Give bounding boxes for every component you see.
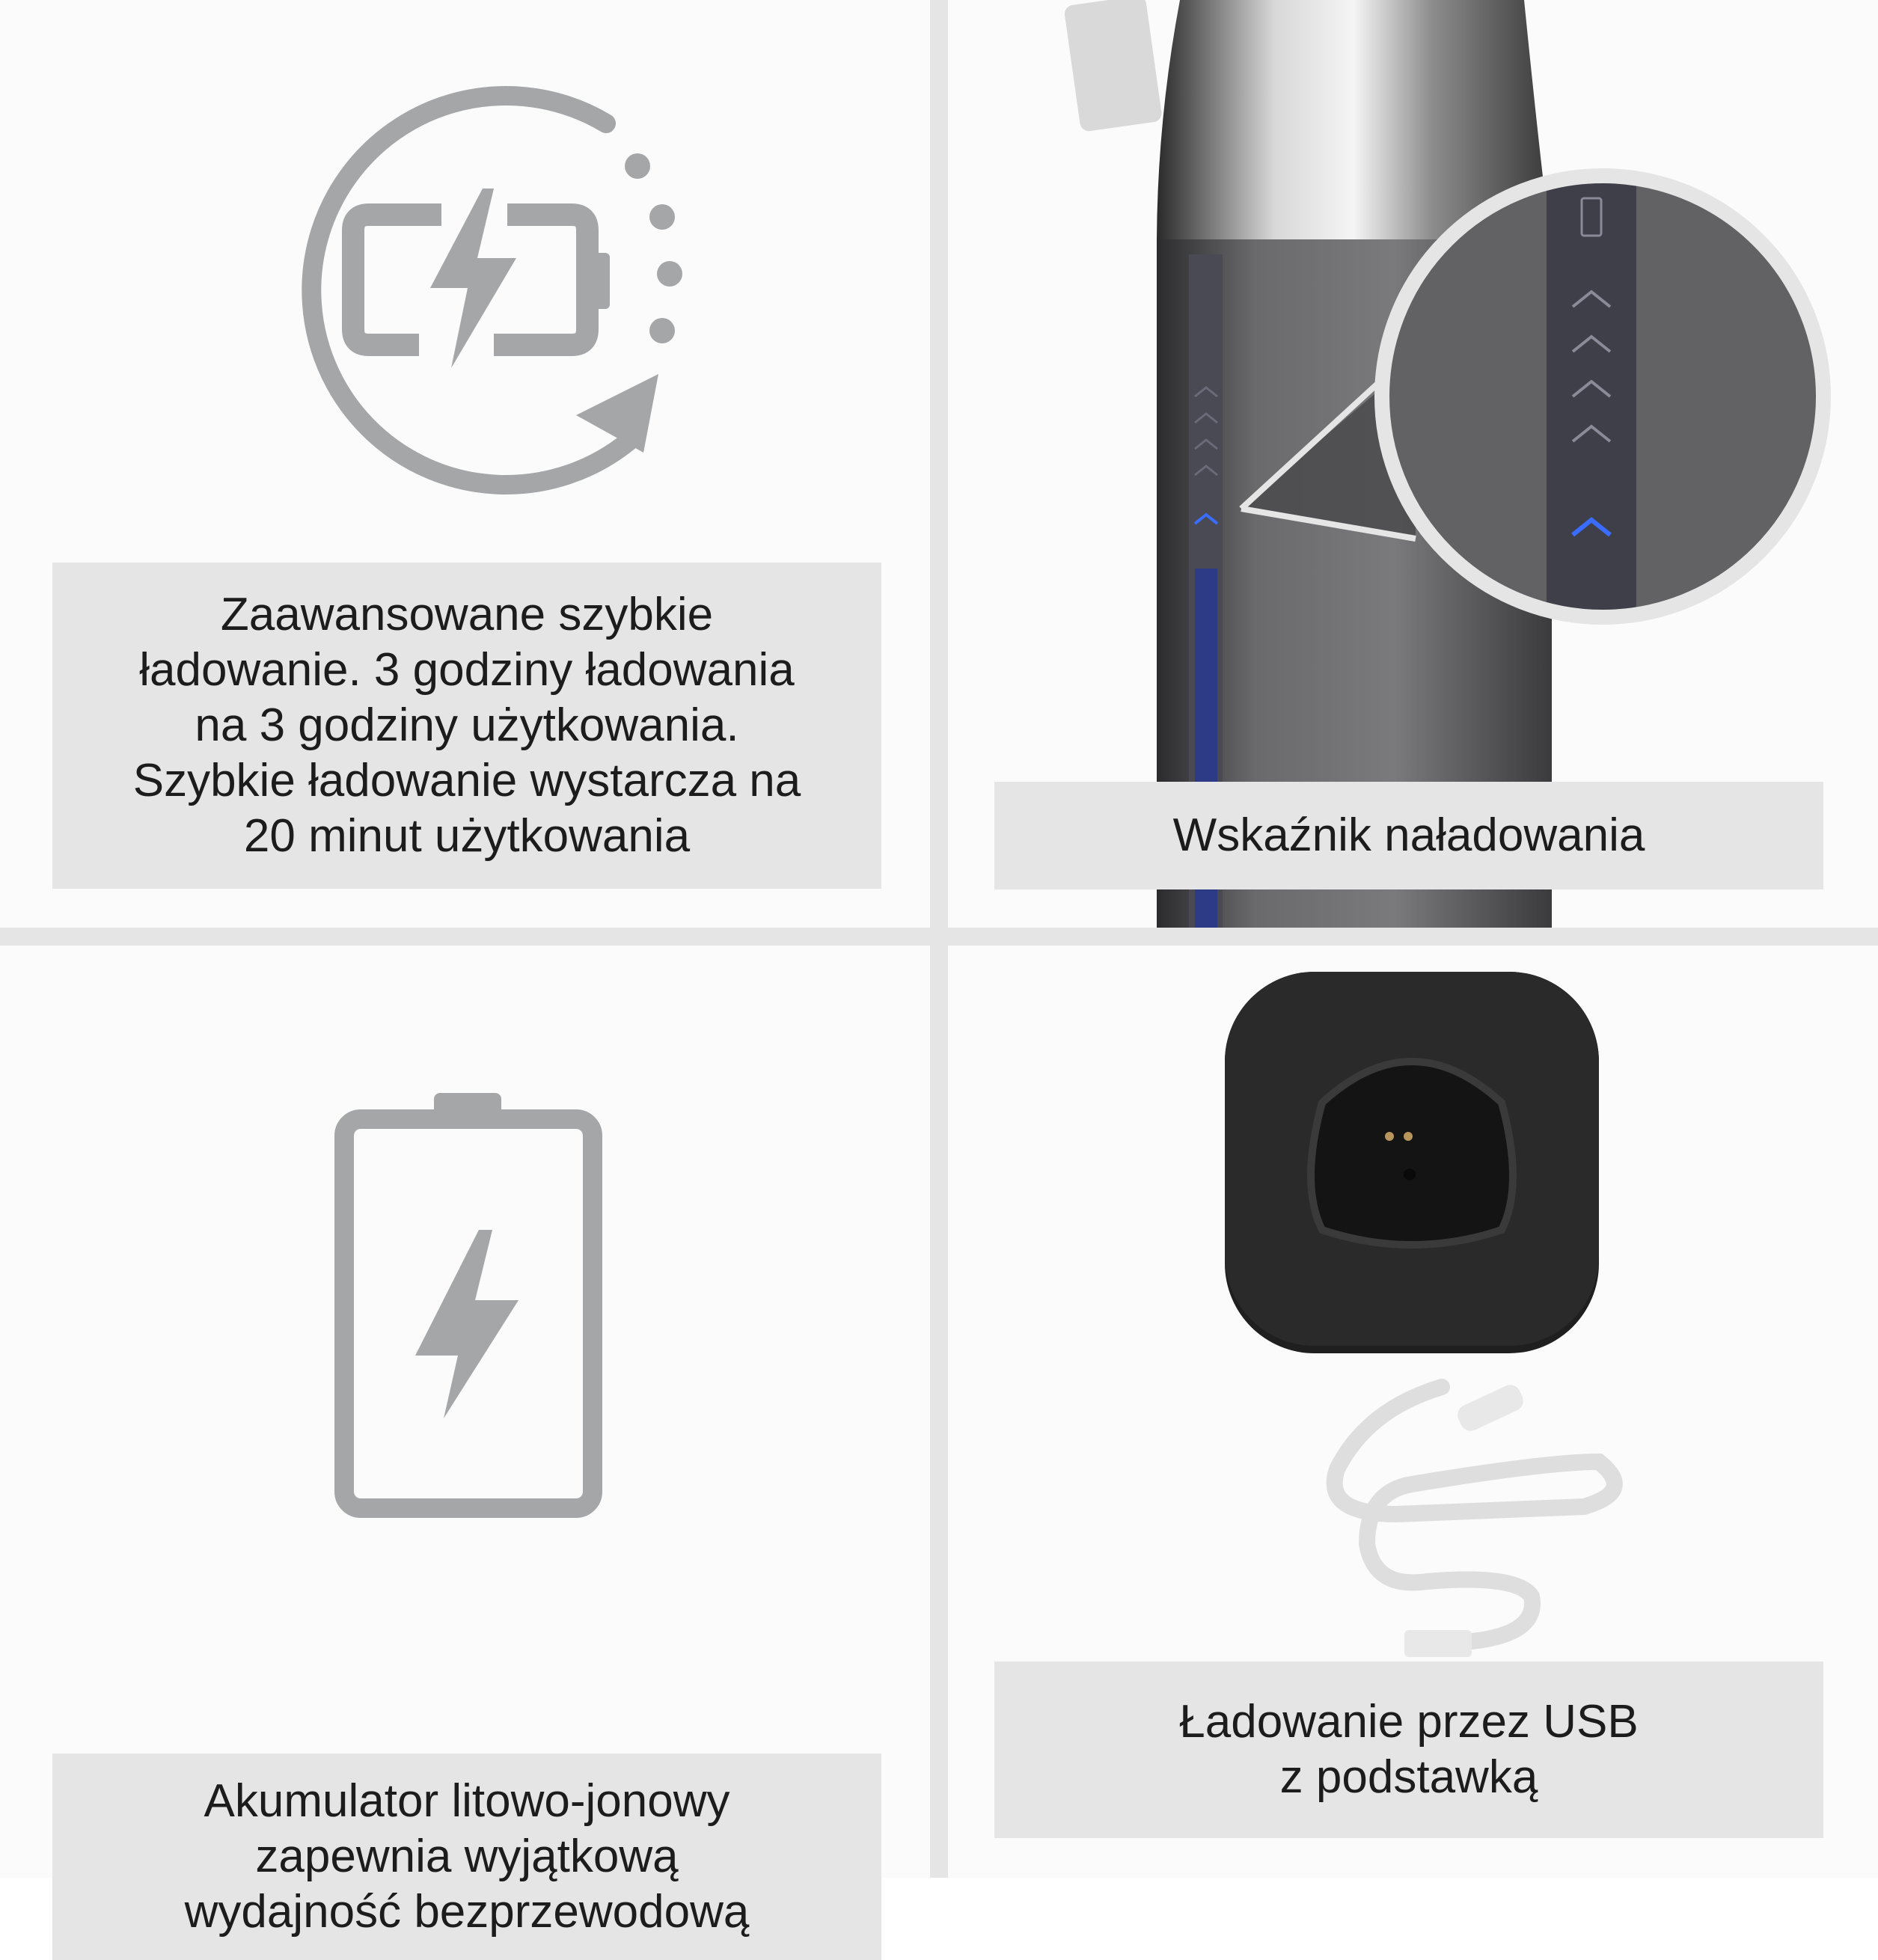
panel-battery	[0, 946, 930, 1938]
charging-cycle-icon	[0, 0, 930, 554]
panel-fast-charging	[0, 0, 930, 928]
battery-icon	[0, 946, 930, 1544]
charging-dock-photo	[948, 946, 1878, 1664]
caption-charge-indicator: Wskaźnik naładowania	[994, 782, 1823, 889]
panel-charge-indicator	[948, 0, 1878, 928]
caption-fast-charging: Zaawansowane szybkie ładowanie. 3 godziny ładowania na 3 godziny użytkowania. Szybkie ładowanie wystarcza na 20 minut użytkowania	[52, 563, 881, 889]
panel-usb-charging	[948, 946, 1878, 1878]
caption-usb-charging: Ładowanie przez USB z podstawką	[994, 1662, 1823, 1838]
caption-battery: Akumulator litowo-jonowy zapewnia wyjątkową wydajność bezprzewodową	[52, 1754, 881, 1960]
